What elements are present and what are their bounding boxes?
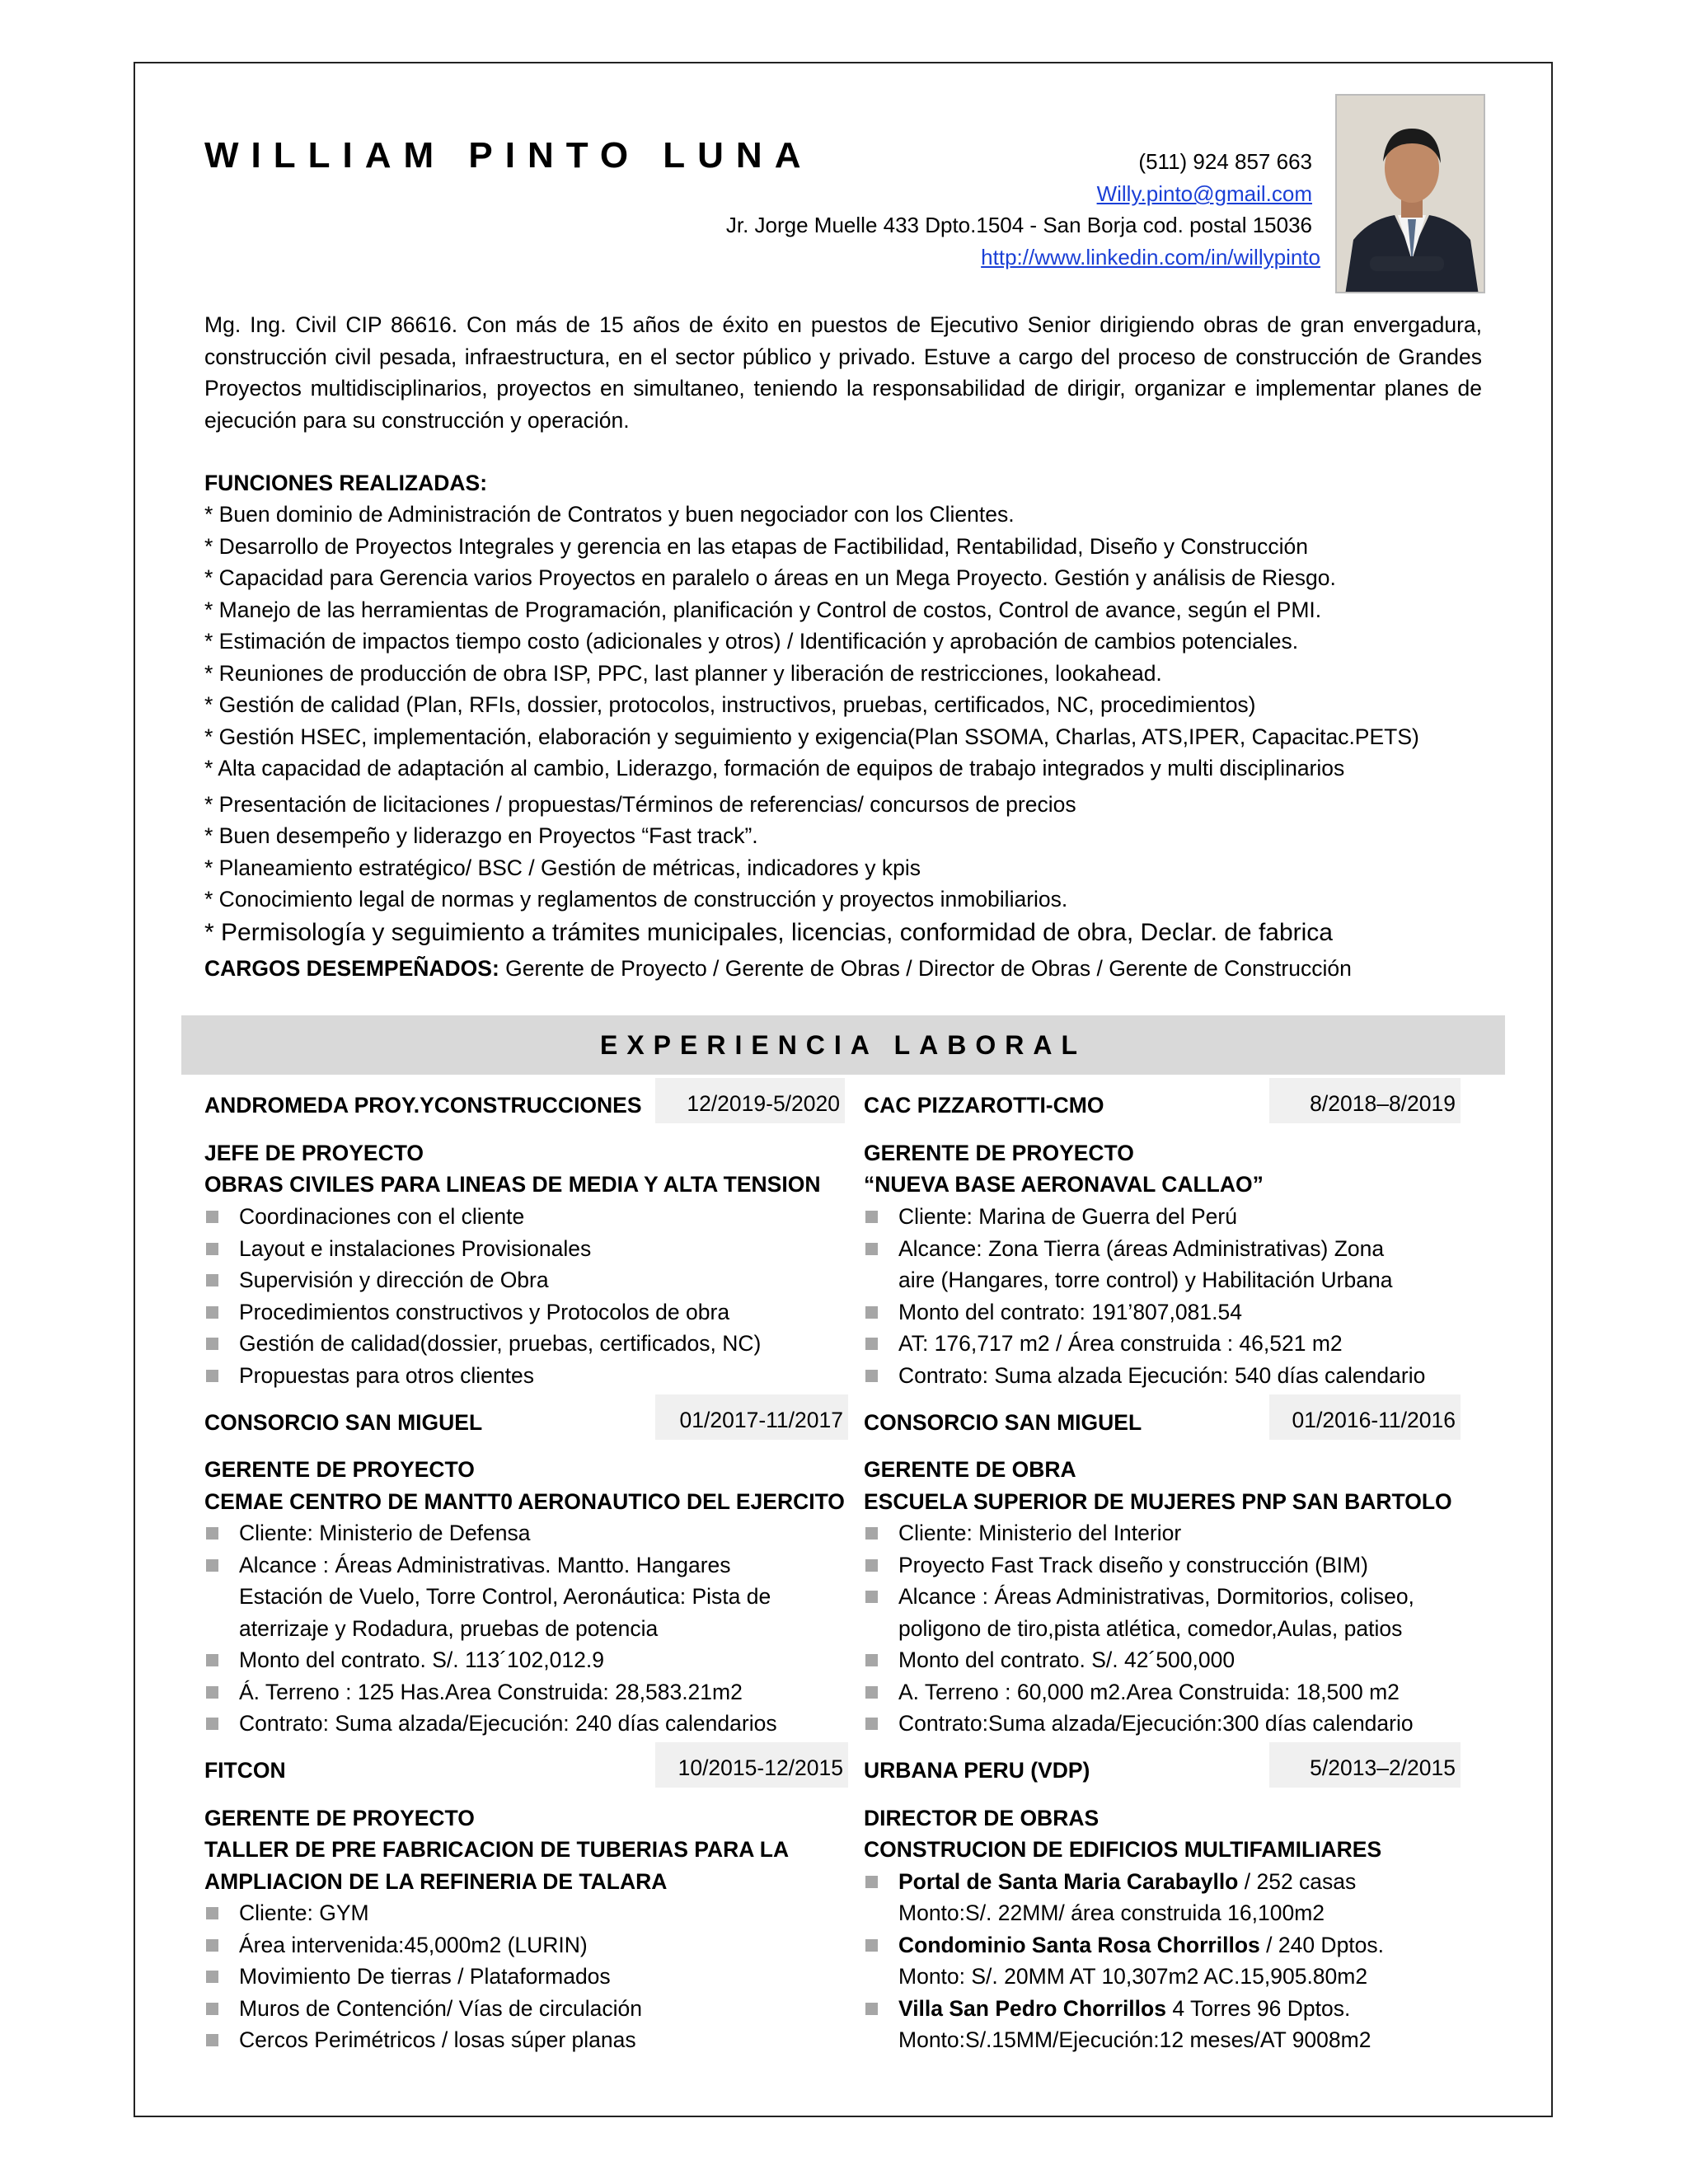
postal-address: Jr. Jorge Muelle 433 Dpto.1504 - San Borja cod. postal 15036 <box>725 213 1312 237</box>
job-bullet: AT: 176,717 m2 / Área construida : 46,521 m2 <box>898 1331 1343 1356</box>
project-detail: / 252 casas <box>1238 1869 1357 1894</box>
job-bullet: Propuestas para otros clientes <box>239 1363 534 1388</box>
job-role: GERENTE DE PROYECTO <box>864 1141 1134 1165</box>
job-bullet: Cliente: Ministerio del Interior <box>898 1521 1182 1545</box>
job-bullet: Monto del contrato. S/. 42´500,000 <box>898 1647 1236 1672</box>
project-entry <box>898 1996 1350 2022</box>
bullet-square-icon <box>865 1243 878 1255</box>
project-amount: Monto:S/.15MM/Ejecución:12 meses/AT 9008m2 <box>898 2027 1372 2052</box>
bullet-square-icon <box>865 2003 878 2015</box>
project-amount: Monto:S/. 22MM/ área construida 16,100m2 <box>898 1900 1325 1925</box>
company-name: ANDROMEDA PROY.YCONSTRUCCIONES <box>204 1093 642 1118</box>
bullet-square-icon <box>206 1971 218 1983</box>
job-project: “NUEVA BASE AERONAVAL CALLAO” <box>864 1172 1264 1197</box>
job-dates: 01/2016-11/2016 <box>1269 1394 1461 1440</box>
job-bullet: Alcance: Zona Tierra (áreas Administrativas) Zona <box>898 1236 1385 1261</box>
job-project: TALLER DE PRE FABRICACION DE TUBERIAS PARA LA <box>204 1837 790 1862</box>
bullet-square-icon <box>865 1686 878 1699</box>
job-bullet: Contrato: Suma alzada/Ejecución: 240 días calendarios <box>239 1711 777 1736</box>
job-role: GERENTE DE OBRA <box>864 1457 1076 1482</box>
job-dates: 01/2017-11/2017 <box>655 1394 848 1440</box>
job-bullet: Monto del contrato: 191’807,081.54 <box>898 1300 1242 1324</box>
portrait-image <box>1337 96 1485 293</box>
job-bullet-continued: aterrizaje y Rodadura, pruebas de potencia <box>239 1616 659 1641</box>
company-name: CONSORCIO SAN MIGUEL <box>204 1410 483 1435</box>
job-role: DIRECTOR DE OBRAS <box>864 1806 1100 1830</box>
bullet-square-icon <box>865 1591 878 1603</box>
bullet-square-icon <box>206 1243 218 1255</box>
function-item: * Gestión de calidad (Plan, RFIs, dossier, protocolos, instructivos, pruebas, certificados, NC, procedimientos) <box>204 692 1256 717</box>
job-bullet-continued: Estación de Vuelo, Torre Control, Aeronáutica: Pista de <box>239 1584 771 1609</box>
bullet-square-icon <box>206 1211 218 1223</box>
bullet-square-icon <box>865 1211 878 1223</box>
job-bullet: Alcance : Áreas Administrativas, Dormitorios, coliseo, <box>898 1584 1414 1609</box>
function-item: * Planeamiento estratégico/ BSC / Gestión de métricas, indicadores y kpis <box>204 855 921 880</box>
job-bullet: Proyecto Fast Track diseño y construcción (BIM) <box>898 1553 1368 1577</box>
project-detail: / 240 Dptos. <box>1259 1933 1385 1957</box>
function-item: * Gestión HSEC, implementación, elaboración y seguimiento y exigencia(Plan SSOMA, Charlas, ATS,IPER, Capacitac.PETS) <box>204 724 1419 749</box>
job-bullet: Layout e instalaciones Provisionales <box>239 1236 592 1261</box>
job-bullet: Movimiento De tierras / Plataformados <box>239 1964 611 1989</box>
project-name: Portal de Santa Maria Carabayllo <box>898 1869 1239 1894</box>
bullet-square-icon <box>206 1370 218 1382</box>
bullet-square-icon <box>865 1338 878 1350</box>
function-item: * Buen desempeño y liderazgo en Proyectos “Fast track”. <box>204 823 758 848</box>
function-item: * Permisología y seguimiento a trámites municipales, licencias, conformidad de obra, Declar. de fabrica <box>204 919 1333 946</box>
job-bullet: Gestión de calidad(dossier, pruebas, certificados, NC) <box>239 1331 762 1356</box>
job-project: AMPLIACION DE LA REFINERIA DE TALARA <box>204 1869 668 1894</box>
bullet-square-icon <box>206 1338 218 1350</box>
bullet-square-icon <box>865 1939 878 1952</box>
job-bullet: Procedimientos constructivos y Protocolos de obra <box>239 1300 730 1324</box>
job-bullet: Alcance : Áreas Administrativas. Mantto. Hangares <box>239 1553 731 1577</box>
job-project: OBRAS CIVILES PARA LINEAS DE MEDIA Y ALTA TENSION <box>204 1172 821 1197</box>
profile-photo <box>1335 94 1485 293</box>
job-bullet: Contrato: Suma alzada Ejecución: 540 días calendario <box>898 1363 1426 1388</box>
job-bullet: Área intervenida:45,000m2 (LURIN) <box>239 1933 588 1957</box>
cargos-label: CARGOS DESEMPEÑADOS: <box>204 956 499 981</box>
function-item: * Presentación de licitaciones / propuestas/Términos de referencias/ concursos de precios <box>204 792 1076 817</box>
job-bullet: Cliente: Ministerio de Defensa <box>239 1521 531 1545</box>
email-link[interactable]: Willy.pinto@gmail.com <box>1096 181 1312 206</box>
company-name: FITCON <box>204 1758 286 1783</box>
bullet-square-icon <box>206 1527 218 1540</box>
job-role: JEFE DE PROYECTO <box>204 1141 424 1165</box>
project-name: Villa San Pedro Chorrillos <box>898 1996 1166 2021</box>
bullet-square-icon <box>865 1527 878 1540</box>
phone-number: (511) 924 857 663 <box>1138 149 1312 174</box>
function-item: * Estimación de impactos tiempo costo (adicionales y otros) / Identificación y aprobación de cambios potenciales. <box>204 629 1299 654</box>
project-name: Condominio Santa Rosa Chorrillos <box>898 1933 1260 1957</box>
bullet-square-icon <box>206 1686 218 1699</box>
bullet-square-icon <box>206 2003 218 2015</box>
project-detail: 4 Torres 96 Dptos. <box>1165 1996 1351 2021</box>
experience-section-header: EXPERIENCIA LABORAL <box>181 1015 1505 1075</box>
job-bullet: Coordinaciones con el cliente <box>239 1204 525 1229</box>
functions-heading: FUNCIONES REALIZADAS: <box>204 471 488 495</box>
project-amount: Monto: S/. 20MM AT 10,307m2 AC.15,905.80m2 <box>898 1964 1368 1989</box>
job-bullet: Á. Terreno : 125 Has.Area Construida: 28,583.21m2 <box>239 1680 743 1704</box>
bullet-square-icon <box>206 1559 218 1572</box>
function-item: * Buen dominio de Administración de Contratos y buen negociador con los Clientes. <box>204 502 1015 527</box>
company-name: URBANA PERU (VDP) <box>864 1758 1090 1783</box>
job-bullet: Contrato:Suma alzada/Ejecución:300 días calendario <box>898 1711 1414 1736</box>
job-dates: 12/2019-5/2020 <box>655 1078 845 1123</box>
linkedin-link[interactable]: http://www.linkedin.com/in/willypinto <box>981 245 1320 269</box>
bullet-square-icon <box>206 1718 218 1730</box>
job-bullet: Monto del contrato. S/. 113´102,012.9 <box>239 1647 604 1672</box>
function-item: * Reuniones de producción de obra ISP, PPC, last planner y liberación de restricciones, lookahead. <box>204 661 1162 686</box>
job-project: ESCUELA SUPERIOR DE MUJERES PNP SAN BARTOLO <box>864 1489 1452 1514</box>
job-dates: 8/2018–8/2019 <box>1269 1078 1461 1123</box>
function-item: * Conocimiento legal de normas y reglamentos de construcción y proyectos inmobiliarios. <box>204 887 1068 912</box>
bullet-square-icon <box>865 1370 878 1382</box>
job-project: CEMAE CENTRO DE MANTT0 AERONAUTICO DEL EJERCITO <box>204 1489 845 1514</box>
function-item: * Manejo de las herramientas de Programación, planificación y Control de costos, Control de avance, según el PMI. <box>204 598 1322 622</box>
function-item: * Alta capacidad de adaptación al cambio, Liderazgo, formación de equipos de trabajo integrados y multi disciplinarios <box>204 756 1345 780</box>
bullet-square-icon <box>206 1274 218 1286</box>
function-item: * Desarrollo de Proyectos Integrales y gerencia en las etapas de Factibilidad, Rentabilidad, Diseño y Construcción <box>204 534 1308 559</box>
function-item: * Capacidad para Gerencia varios Proyectos en paralelo o áreas en un Mega Proyecto. Gestión y análisis de Riesgo. <box>204 565 1336 590</box>
bullet-square-icon <box>206 2034 218 2046</box>
project-entry <box>898 1869 1356 1895</box>
company-name: CONSORCIO SAN MIGUEL <box>864 1410 1142 1435</box>
bullet-square-icon <box>865 1306 878 1319</box>
job-bullet: Supervisión y dirección de Obra <box>239 1268 549 1292</box>
bullet-square-icon <box>206 1907 218 1919</box>
job-role: GERENTE DE PROYECTO <box>204 1806 475 1830</box>
bullet-square-icon <box>865 1654 878 1666</box>
bullet-square-icon <box>865 1876 878 1888</box>
job-bullet: Cliente: Marina de Guerra del Perú <box>898 1204 1237 1229</box>
bullet-square-icon <box>206 1939 218 1952</box>
job-bullet: Muros de Contención/ Vías de circulación <box>239 1996 643 2021</box>
bullet-square-icon <box>206 1654 218 1666</box>
job-bullet: Cliente: GYM <box>239 1900 369 1925</box>
cargos-text: Gerente de Proyecto / Gerente de Obras / Director de Obras / Gerente de Construcción <box>499 956 1352 981</box>
bullet-square-icon <box>865 1718 878 1730</box>
job-dates: 5/2013–2/2015 <box>1269 1742 1461 1788</box>
company-name: CAC PIZZAROTTI-CMO <box>864 1093 1104 1118</box>
bullet-square-icon <box>865 1559 878 1572</box>
job-role: GERENTE DE PROYECTO <box>204 1457 475 1482</box>
job-project: CONSTRUCION DE EDIFICIOS MULTIFAMILIARES <box>864 1837 1382 1862</box>
professional-summary: Mg. Ing. Civil CIP 86616. Con más de 15 años de éxito en puestos de Ejecutivo Senior dirigiendo obras de gran envergadura, construcción civil pesada, infraestructura, en el sector público y privado. Estuve a cargo del proceso de construcción de Grandes Proyectos multidisciplinarios, proyectos en simultaneo, teniendo la responsabilidad de dirigir, organizar e implementar planes de ejecución para su construcción y operación. <box>204 312 1482 433</box>
job-bullet-continued: poligono de tiro,pista atlética, comedor,Aulas, patios <box>898 1616 1403 1641</box>
job-bullet: A. Terreno : 60,000 m2.Area Construida: 18,500 m2 <box>898 1680 1400 1704</box>
cargos-line <box>204 956 1352 982</box>
candidate-name: WILLIAM PINTO LUNA <box>204 135 814 176</box>
project-entry <box>898 1933 1384 1958</box>
job-bullet: Cercos Perimétricos / losas súper planas <box>239 2027 636 2052</box>
bullet-square-icon <box>206 1306 218 1319</box>
job-dates: 10/2015-12/2015 <box>655 1742 848 1788</box>
job-bullet-continued: aire (Hangares, torre control) y Habilitación Urbana <box>898 1268 1393 1292</box>
